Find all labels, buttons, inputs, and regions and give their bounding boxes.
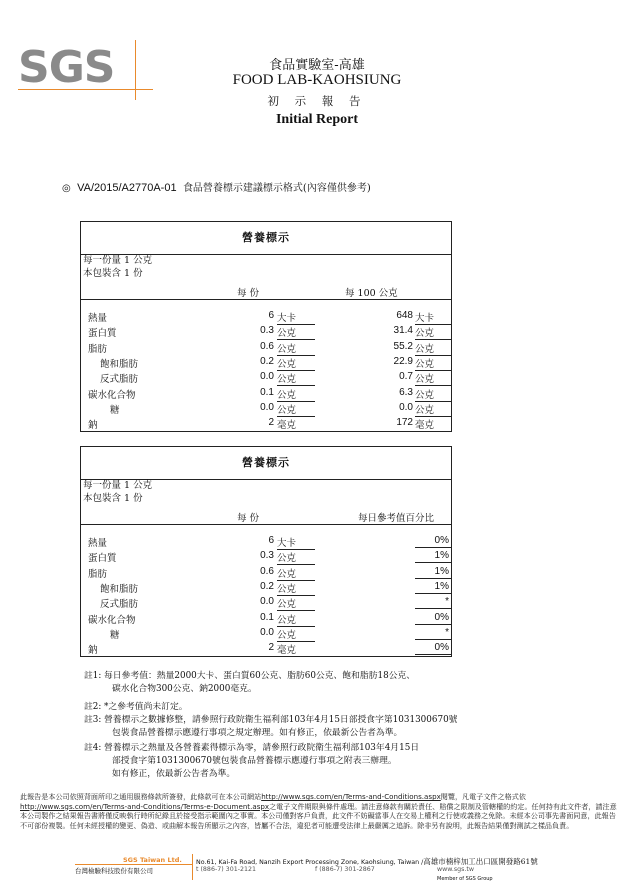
per-serving-unit: 毫克 [277,642,315,657]
daily-value-percent: * [445,626,449,638]
per-100g-value: 648 [396,310,413,321]
table-heading: 營養標示 [81,222,451,255]
nutrient-name: 鈉 [88,420,98,432]
per-100g-unit: 公克 [415,325,451,340]
per-serving-value: 0.3 [260,550,274,562]
column-headers [81,285,451,300]
per-100g-value: 0.7 [399,371,413,383]
serving-info [81,480,451,510]
nutrient-name: 脂肪 [88,568,108,580]
note-line: 營養標示之數據修整，請參照行政院衛生福利部103年4月15日部授食字第1031300670號 [104,715,458,725]
serving-size: 每一份量 1 公克 [83,480,153,491]
footer [75,854,575,884]
per-serving-unit: 公克 [277,596,315,611]
per-serving-unit: 毫克 [277,417,315,432]
serving-info [81,255,451,285]
per-serving-unit: 大卡 [277,535,315,550]
lab-name-zh: 食品實驗室-高雄 [269,58,365,73]
daily-value-percent: 1% [434,550,449,562]
daily-value-percent: 1% [434,580,449,592]
address-zh: 高雄市楠梓加工出口區開發路61號 [423,857,538,866]
per-serving-unit: 公克 [277,612,315,627]
note-line: *之參考值尚未訂定。 [104,702,188,712]
table-row [81,627,451,642]
fax: f (886-7) 301-2867 [315,866,375,873]
table-row [81,596,451,611]
table-row [81,550,451,565]
per-serving-value: 2 [268,417,274,429]
per-100g-value: 31.4 [393,325,413,337]
nutrient-name: 反式脂肪 [100,599,139,611]
table-row [81,566,451,581]
table-row [81,402,451,417]
terms-e-document-link[interactable]: http://www.sgs.com/en/Terms-and-Conditions/Terms-e-Document.aspx [20,801,270,811]
website[interactable]: www.sgs.tw [437,866,475,873]
nutrient-name: 蛋白質 [88,328,117,340]
nutrient-name: 蛋白質 [88,553,117,565]
per-serving-value: 6 [268,310,274,321]
nutrient-name: 碳水化合物 [88,614,136,626]
telephone: t (886-7) 301-2121 [196,866,256,873]
company-name-en: SGS Taiwan Ltd. [123,856,182,864]
per-serving-unit: 公克 [277,325,315,340]
note-line: 營養標示之熱量及各營養素得標示為零，請參照行政院衛生福利部103年4月15日 [104,743,420,753]
per-100g-unit: 大卡 [415,310,451,325]
table-row [81,310,451,325]
company-name-zh: 台灣檢驗科技股份有限公司 [75,867,153,875]
col-daily-value: 每日參考值百分比 [358,513,435,524]
per-100g-unit: 公克 [415,341,451,356]
per-serving-value: 0.2 [260,355,274,367]
per-100g-value: 172 [396,417,413,429]
sgs-logo [18,40,153,102]
note-line: 如有修正，依最新公告者為準。 [112,769,236,779]
note-label: 註1: [84,671,102,681]
terms-link[interactable]: http://www.sgs.com/en/Terms-and-Conditions.aspx [261,792,441,801]
per-100g-unit: 毫克 [415,417,451,432]
nutrient-name: 反式脂肪 [100,374,139,386]
note-label: 註3: [84,715,102,725]
note-line: 碳水化合物300公克、鈉2000毫克。 [112,684,257,694]
per-serving-value: 0.1 [260,386,274,398]
per-serving-value: 0.0 [260,626,274,638]
daily-value-percent: * [445,596,449,608]
nutrient-name: 糖 [110,404,120,416]
per-serving-value: 0.6 [260,565,274,577]
address-en: No.61, Kai-Fa Road, Nanzih Export Processing Zone, Kaohsiung, Taiwan / [196,859,424,866]
daily-value-percent: 0% [434,611,449,623]
daily-value-percent: 1% [434,565,449,577]
report-type-en: Initial Report [275,112,359,127]
servings-per-pack: 本包裝含 1 份 [83,492,143,504]
nutrient-name: 熱量 [88,538,108,549]
disclaimer-text-b: 閱覽，凡電子文件之格式依 [440,792,526,801]
per-100g-unit: 公克 [415,387,451,402]
per-serving-value: 0.3 [260,325,274,337]
per-100g-value: 0.0 [399,401,413,413]
bullet-icon: ◎ [62,183,71,194]
per-serving-unit: 大卡 [277,310,315,325]
per-serving-unit: 公克 [277,387,315,402]
disclaimer-text-a: 此報告是本公司依照背面所印之通用服務條款所簽發，此條款可在本公司網站 [20,792,262,801]
report-reference: VA/2015/A2770A-01 [77,182,177,194]
per-serving-unit: 公克 [277,341,315,356]
per-serving-value: 0.6 [260,340,274,352]
per-serving-unit: 公克 [277,371,315,386]
table-row [81,581,451,596]
table-row [81,642,451,657]
column-headers [81,510,451,525]
per-100g-unit: 公克 [415,402,451,417]
table-row [81,417,451,432]
col-per-serving: 每 份 [237,288,260,299]
report-type-zh: 初 示 報 告 [267,94,367,108]
col-per-serving: 每 份 [237,513,260,524]
per-100g-value: 22.9 [393,355,413,367]
disclaimer-text-c: 之電子文件期限與條件處理。請注意條款有關於責任、賠償之限制及管轄權的約定。任何持有此文件者，請注意本公司製作之結果報告書將僅反映執行時所紀錄且於接受指示範圍內之事實。本公司僅對客戶負責，此文件不妨礙當事人在交易上權利之行使或義務之免除。未經本公司事先書面同意，此報告不可部份複製。任何未經授權的變更、偽造、或曲解本報告所顯示之內容，皆屬不合法，違犯者可能遭受法律上最嚴厲之追訴。除非另有說明，此報告結果僅對測試之樣品負責。 [20,801,617,830]
lab-name-en: FOOD LAB-KAOHSIUNG [232,72,402,88]
nutrient-name: 飽和脂肪 [100,583,139,595]
per-100g-unit: 公克 [415,356,451,371]
col-per-100g: 每 100 公克 [345,288,398,299]
table-row [81,387,451,402]
nutrient-name: 鈉 [88,645,98,657]
serving-size: 每一份量 1 公克 [83,255,153,266]
per-serving-value: 0.2 [260,580,274,592]
per-serving-unit: 公克 [277,550,315,565]
nutrient-name: 熱量 [88,313,108,324]
servings-per-pack: 本包裝含 1 份 [83,267,143,279]
logo-text: SGS [18,42,115,93]
note-line: 包裝食品營養標示應遵行事項之規定辦理。如有修正，依最新公告者為準。 [112,728,403,738]
report-title: 食品營養標示建議標示格式(內容僅供參考) [182,183,371,194]
table-row [81,356,451,371]
table-row [81,535,451,550]
report-title-line [62,179,371,194]
note-label: 註4: [84,743,102,753]
disclaimer [20,792,620,830]
member-of-sgs: Member of SGS Group [437,876,493,882]
per-serving-value: 2 [268,642,274,654]
table-row [81,341,451,356]
nutrient-name: 糖 [110,629,120,641]
per-100g-unit: 公克 [415,371,451,386]
table-row [81,371,451,386]
per-100g-value: 55.2 [393,340,413,352]
table-row [81,325,451,340]
per-serving-unit: 公克 [277,581,315,596]
per-serving-unit: 公克 [277,356,315,371]
per-serving-unit: 公克 [277,627,315,642]
nutrient-name: 飽和脂肪 [100,358,139,370]
per-serving-value: 0.1 [260,611,274,623]
nutrient-name: 脂肪 [88,343,108,355]
daily-value-percent: 0% [434,642,449,654]
note-label: 註2: [84,702,102,712]
per-serving-value: 0.0 [260,371,274,383]
note-line: 每日參考值：熱量2000大卡、蛋白質60公克、脂肪60公克、飽和脂肪18公克、 [104,671,416,681]
per-serving-unit: 公克 [277,402,315,417]
table-row [81,612,451,627]
per-100g-value: 6.3 [399,386,413,398]
nutrition-table-daily-value [80,446,452,657]
per-serving-unit: 公克 [277,566,315,581]
per-serving-value: 6 [268,535,274,546]
table-heading: 營養標示 [81,447,451,480]
per-serving-value: 0.0 [260,401,274,413]
per-serving-value: 0.0 [260,596,274,608]
nutrient-name: 碳水化合物 [88,389,136,401]
daily-value-percent: 0% [434,535,449,546]
nutrition-table-per-100g [80,221,452,432]
note-line: 部授食字第1031300670號包裝食品營養標示應遵行事項之附表三辦理。 [112,756,397,766]
